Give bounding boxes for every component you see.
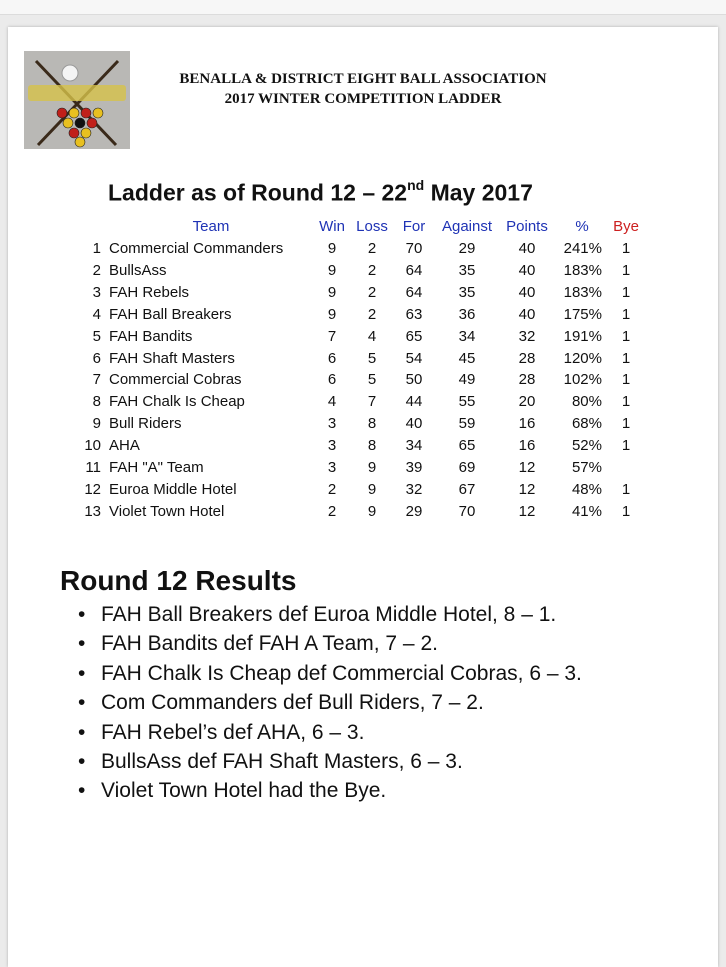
ladder-cell-pct: 241% xyxy=(563,240,602,257)
ladder-cell-team: AHA xyxy=(109,437,140,455)
ladder-cell-win: 3 xyxy=(327,437,337,455)
ladder-cell-points: 20 xyxy=(518,393,536,411)
result-item xyxy=(78,662,582,686)
result-text: BullsAss def FAH Shaft Masters, 6 – 3. xyxy=(101,750,463,773)
ladder-cell-team: FAH Bandits xyxy=(109,327,193,345)
ladder-cell-rank: 7 xyxy=(92,371,101,389)
ladder-cell-points: 12 xyxy=(518,459,536,476)
bullet-icon: • xyxy=(78,720,86,744)
column-header-bye: Bye xyxy=(613,218,639,235)
ladder-cell-rank: 4 xyxy=(92,305,101,323)
ladder-cell-team: Commercial Cobras xyxy=(109,371,242,389)
ladder-cell-for: 50 xyxy=(405,371,423,389)
ladder-cell-pct: 68% xyxy=(571,415,602,433)
ladder-title-prefix: Ladder as of Round 12 – 22 xyxy=(108,179,408,206)
bullet-icon: • xyxy=(78,661,86,685)
ladder-cell-pct: 48% xyxy=(571,480,602,498)
ladder-cell-pct: 183% xyxy=(563,261,602,279)
ladder-cell-win: 3 xyxy=(327,415,337,433)
ladder-cell-win: 6 xyxy=(327,371,337,389)
ladder-cell-bye: 1 xyxy=(621,349,631,367)
ladder-cell-points: 40 xyxy=(518,240,536,257)
bullet-icon: • xyxy=(78,691,86,715)
ladder-cell-pct: 120% xyxy=(563,349,602,367)
ladder-cell-pct: 183% xyxy=(563,283,602,301)
ladder-cell-rank: 2 xyxy=(92,261,101,279)
ladder-cell-points: 16 xyxy=(518,415,536,433)
ladder-cell-bye: 1 xyxy=(621,480,631,498)
ladder-cell-loss: 2 xyxy=(367,261,377,279)
column-header-points: Points xyxy=(506,218,548,235)
result-item xyxy=(78,721,364,745)
bullet-icon: • xyxy=(78,603,86,626)
column-header-for: For xyxy=(402,218,426,235)
ladder-cell-win: 9 xyxy=(327,305,337,323)
competition-name: 2017 WINTER COMPETITION LADDER xyxy=(224,91,502,107)
ladder-cell-rank: 12 xyxy=(84,480,101,498)
ladder-cell-loss: 2 xyxy=(367,283,377,301)
ladder-cell-against: 45 xyxy=(458,349,476,367)
ladder-cell-win: 9 xyxy=(327,283,337,301)
ladder-cell-bye: 1 xyxy=(621,502,631,520)
ladder-cell-for: 39 xyxy=(405,459,423,476)
ladder-cell-for: 40 xyxy=(405,415,423,433)
result-item xyxy=(78,779,386,803)
ladder-cell-loss: 8 xyxy=(367,415,377,433)
ladder-cell-bye: 1 xyxy=(621,305,631,323)
ladder-cell-against: 49 xyxy=(458,371,476,389)
ladder-cell-win: 2 xyxy=(327,502,337,520)
ladder-cell-for: 64 xyxy=(405,283,423,301)
ladder-cell-points: 32 xyxy=(518,327,536,345)
ladder-cell-win: 4 xyxy=(327,393,337,411)
result-text: FAH Bandits def FAH A Team, 7 – 2. xyxy=(101,632,438,656)
ladder-cell-win: 3 xyxy=(327,459,337,476)
ladder-cell-for: 32 xyxy=(405,480,423,498)
ladder-cell-team: Commercial Commanders xyxy=(109,240,284,257)
ladder-cell-for: 29 xyxy=(405,502,423,520)
ladder-cell-points: 40 xyxy=(518,305,536,323)
ladder-cell-points: 40 xyxy=(518,283,536,301)
ladder-cell-loss: 9 xyxy=(367,459,377,476)
result-item xyxy=(78,691,484,715)
ladder-cell-team: FAH Chalk Is Cheap xyxy=(109,393,245,411)
bullet-icon: • xyxy=(78,632,86,656)
ladder-cell-against: 70 xyxy=(458,502,476,520)
ladder-title-suffix: May 2017 xyxy=(424,179,533,206)
column-header-against: Against xyxy=(441,218,493,235)
ladder-cell-win: 9 xyxy=(327,240,337,257)
ladder-cell-for: 70 xyxy=(405,240,423,257)
ladder-cell-points: 28 xyxy=(518,349,536,367)
result-text: Com Commanders def Bull Riders, 7 – 2. xyxy=(101,691,484,715)
ladder-cell-rank: 13 xyxy=(84,502,101,520)
ladder-title-ordinal: nd xyxy=(407,177,425,193)
ladder-cell-rank: 3 xyxy=(92,283,101,301)
ladder-cell-rank: 1 xyxy=(92,240,101,257)
ladder-cell-team: FAH "A" Team xyxy=(109,459,204,476)
ladder-cell-for: 63 xyxy=(405,305,423,323)
ladder-cell-against: 59 xyxy=(458,415,476,433)
ladder-cell-win: 6 xyxy=(327,349,337,367)
ladder-cell-pct: 175% xyxy=(563,305,602,323)
ladder-cell-against: 36 xyxy=(458,305,476,323)
ladder-cell-pct: 41% xyxy=(571,502,602,520)
ladder-cell-pct: 52% xyxy=(571,437,602,455)
ladder-cell-loss: 5 xyxy=(367,371,377,389)
ladder-cell-bye: 1 xyxy=(621,327,631,345)
ladder-cell-loss: 9 xyxy=(367,502,377,520)
ladder-cell-against: 35 xyxy=(458,261,476,279)
ladder-cell-points: 40 xyxy=(518,261,536,279)
ladder-cell-bye: 1 xyxy=(621,283,631,301)
ladder-cell-win: 9 xyxy=(327,261,337,279)
results-title: Round 12 Results xyxy=(60,565,297,596)
ladder-cell-bye: 1 xyxy=(621,437,631,455)
ladder-cell-points: 12 xyxy=(518,480,536,498)
ladder-cell-pct: 80% xyxy=(571,393,602,411)
result-text: FAH Chalk Is Cheap def Commercial Cobras, 6 – 3. xyxy=(101,661,582,685)
ladder-cell-loss: 8 xyxy=(367,437,377,455)
column-header-team: Team xyxy=(192,218,230,235)
ladder-cell-bye: 1 xyxy=(621,261,631,279)
ladder-cell-against: 29 xyxy=(458,240,476,257)
ladder-cell-bye: 1 xyxy=(621,415,631,433)
ladder-cell-team: FAH Rebels xyxy=(109,283,190,301)
result-text: FAH Rebel’s def AHA, 6 – 3. xyxy=(101,720,365,744)
column-header-win: Win xyxy=(319,218,345,235)
ladder-cell-team: Euroa Middle Hotel xyxy=(109,480,237,498)
ladder-cell-pct: 102% xyxy=(563,371,602,389)
ladder-cell-against: 67 xyxy=(458,480,476,498)
result-item xyxy=(78,603,556,627)
ladder-cell-against: 35 xyxy=(458,283,476,301)
ladder-title xyxy=(108,179,668,207)
ladder-cell-bye: 1 xyxy=(621,393,631,411)
ladder-cell-loss: 5 xyxy=(367,349,377,367)
bullet-icon: • xyxy=(78,750,86,773)
ladder-cell-rank: 6 xyxy=(92,349,101,367)
ladder-cell-team: BullsAss xyxy=(109,261,167,279)
ladder-cell-loss: 4 xyxy=(367,327,377,345)
ladder-cell-pct: 57% xyxy=(571,459,602,476)
ladder-cell-against: 34 xyxy=(458,327,476,345)
ladder-cell-team: Violet Town Hotel xyxy=(109,502,225,520)
ladder-cell-points: 28 xyxy=(518,371,536,389)
bullet-icon: • xyxy=(78,779,86,803)
ladder-cell-against: 65 xyxy=(458,437,476,455)
ladder-cell-pct: 191% xyxy=(563,327,602,345)
ladder-cell-team: FAH Shaft Masters xyxy=(109,349,235,367)
ladder-cell-rank: 5 xyxy=(92,327,101,345)
ladder-cell-loss: 9 xyxy=(367,480,377,498)
column-header-pct: % xyxy=(575,218,589,235)
document-page xyxy=(8,27,718,967)
ladder-cell-team: Bull Riders xyxy=(109,415,182,433)
document-header xyxy=(138,69,588,109)
ladder-cell-rank: 10 xyxy=(84,437,101,455)
ladder-cell-loss: 2 xyxy=(367,240,377,257)
ladder-cell-rank: 8 xyxy=(92,393,101,411)
column-header-loss: Loss xyxy=(356,218,388,235)
ladder-cell-bye: 1 xyxy=(621,371,631,389)
ladder-cell-rank: 9 xyxy=(92,415,101,433)
association-logo xyxy=(24,51,130,149)
ladder-cell-points: 16 xyxy=(518,437,536,455)
ladder-cell-points: 12 xyxy=(518,502,536,520)
ladder-cell-for: 44 xyxy=(405,393,423,411)
ladder-cell-loss: 2 xyxy=(367,305,377,323)
browser-top-bar xyxy=(0,0,726,15)
ladder-cell-against: 69 xyxy=(458,459,476,476)
ladder-cell-loss: 7 xyxy=(367,393,377,411)
ladder-cell-for: 54 xyxy=(405,349,423,367)
ladder-cell-for: 34 xyxy=(405,437,423,455)
ladder-cell-win: 2 xyxy=(327,480,337,498)
ladder-cell-against: 55 xyxy=(458,393,476,411)
ladder-cell-rank: 11 xyxy=(85,459,101,476)
result-item xyxy=(78,750,463,774)
ladder-cell-for: 64 xyxy=(405,261,423,279)
result-text: FAH Ball Breakers def Euroa Middle Hotel, 8 – 1. xyxy=(101,603,557,626)
ladder-cell-for: 65 xyxy=(405,327,423,345)
result-item xyxy=(78,632,438,656)
ladder-cell-team: FAH Ball Breakers xyxy=(109,305,232,323)
association-name: BENALLA & DISTRICT EIGHT BALL ASSOCIATION xyxy=(179,71,547,87)
ladder-cell-win: 7 xyxy=(327,327,337,345)
ladder-cell-bye: 1 xyxy=(621,240,631,257)
result-text: Violet Town Hotel had the Bye. xyxy=(101,779,387,803)
